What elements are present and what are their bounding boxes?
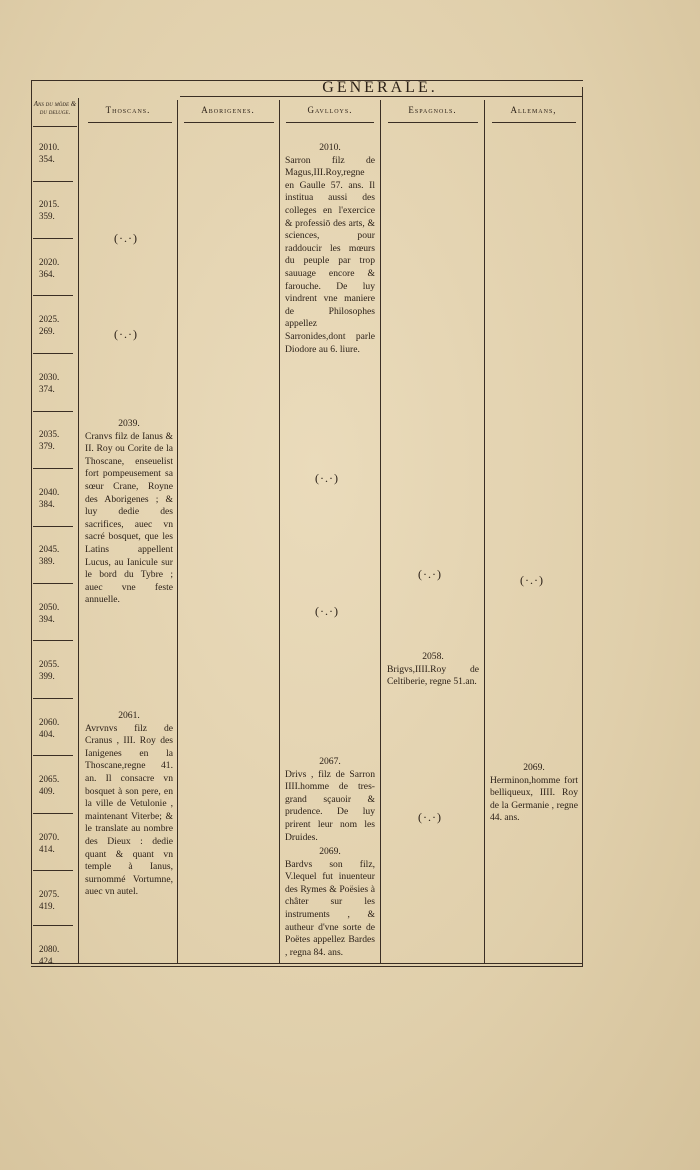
entry-brigus xyxy=(387,651,479,689)
year-cell: 2080. 424. xyxy=(39,944,60,966)
entry-druis xyxy=(285,756,375,844)
year-rule xyxy=(33,353,73,354)
entry-bardus xyxy=(285,846,375,959)
head-rule-allemans xyxy=(492,122,576,123)
col-head-gaulloys: Gavlloys. xyxy=(307,105,353,115)
frame-right xyxy=(582,87,583,966)
head-rule-aborigenes xyxy=(184,122,274,123)
entry-text: Cranvs filz de Ianus & II. Roy ou Corite de la Thoscane, enseuelist fort pompeusement sa sœur Crane, Royne des Aborigenes ; & luy dedie des sacrifices, auec vn sacré bosquet, que les Latins appellent Lucus, au Ianicule sur le bord du Tybre ; auec vne feste annuelle. xyxy=(85,430,173,606)
divider-thoscans xyxy=(177,100,178,964)
asterism: (·.·) xyxy=(315,471,339,485)
year-cell: 2010. 354. xyxy=(39,142,60,164)
year-cell: 2060. 404. xyxy=(39,717,60,739)
year-rule xyxy=(33,238,73,239)
year-rule xyxy=(33,468,73,469)
year-rule xyxy=(33,583,73,584)
frame-bottom xyxy=(31,963,583,964)
year-rule xyxy=(33,526,73,527)
entry-date: 2039. xyxy=(118,418,140,429)
col-head-thoscans: Thoscans. xyxy=(105,105,151,115)
asterism: (·.·) xyxy=(114,231,138,245)
head-rule-years xyxy=(33,126,77,127)
year-cell: 2075. 419. xyxy=(39,889,60,911)
year-cell: 2025. 269. xyxy=(39,314,60,336)
year-cell: 2035. 379. xyxy=(39,429,60,451)
page-title: GENERALE. xyxy=(322,79,438,96)
entry-date: 2069. xyxy=(319,846,341,857)
asterism: (·.·) xyxy=(520,573,544,587)
year-cell: 2015. 359. xyxy=(39,199,60,221)
year-cell: 2020. 364. xyxy=(39,257,60,279)
year-rule xyxy=(33,755,73,756)
asterism: (·.·) xyxy=(418,567,442,581)
divider-aborigenes xyxy=(279,100,280,964)
year-cell: 2055. 399. xyxy=(39,659,60,681)
year-cell: 2040. 384. xyxy=(39,487,60,509)
entry-date: 2010. xyxy=(319,142,341,153)
entry-date: 2069. xyxy=(523,762,545,773)
year-rule xyxy=(33,640,73,641)
entry-text: Herminon,homme fort belliqueux, IIII. Roy de la Germanie , regne 44. ans. xyxy=(490,774,578,824)
entry-text: Bardvs son filz, V.lequel fut inuenteur des Rymes & Poësies à châter sur les instruments , & autheur d'vne sorte de Poëtes appellez Bardes , regna 84. ans. xyxy=(285,858,375,958)
entry-date: 2058. xyxy=(422,651,444,662)
divider-espagnols xyxy=(484,100,485,964)
head-rule-gaulloys xyxy=(286,122,374,123)
year-rule xyxy=(33,295,73,296)
entry-text: Brigvs,IIII.Roy de Celtiberie, regne 51.an. xyxy=(387,663,479,688)
year-rule xyxy=(33,870,73,871)
entry-cranus xyxy=(85,418,173,607)
entry-date: 2061. xyxy=(118,710,140,721)
year-rule xyxy=(33,698,73,699)
frame-left xyxy=(31,80,32,964)
year-cell: 2045. 389. xyxy=(39,544,60,566)
asterism: (·.·) xyxy=(114,327,138,341)
year-cell: 2065. 409. xyxy=(39,774,60,796)
entry-text: Drivs , filz de Sarron IIII.homme de tres-grand sçauoir & prudence. De luy prirent leur nom les Druides. xyxy=(285,768,375,843)
col-head-aborigenes: Aborigenes. xyxy=(201,105,255,115)
col-head-allemans: Allemans, xyxy=(510,105,557,115)
year-cell: 2030. 374. xyxy=(39,372,60,394)
entry-text: Avrvnvs filz de Cranus , III. Roy des Ianigenes en la Thoscane,regne 41. an. Il consacre vn bosquet à son pere, en la ville de Vetulonie , maintenant Viterbe; & le translate au nombre des Dieux : dedie quant & quant vn temple à Ianus, surnommé Vortumne, auec vn autel. xyxy=(85,722,173,898)
head-rule-thoscans xyxy=(88,122,172,123)
year-rule xyxy=(33,411,73,412)
head-rule-espagnols xyxy=(388,122,478,123)
asterism: (·.·) xyxy=(418,810,442,824)
entry-text: Sarron filz de Magus,III.Roy,regne en Gaulle 57. ans. Il institua aussi des colleges en l'exercice & professiō des arts, & sciences, pour raddoucir les mœurs du peuple par trop sauuage encore & farouche. De luy vindrent vne maniere de Philosophes appellez Sarronides,dont parle Diodore au 6. liure. xyxy=(285,154,375,355)
year-rule xyxy=(33,813,73,814)
col-head-years: Ans du mōde & du deluge. xyxy=(33,100,77,116)
year-cell: 2070. 414. xyxy=(39,832,60,854)
col-head-espagnols: Espagnols. xyxy=(408,105,457,115)
year-rule xyxy=(33,181,73,182)
entry-auruns xyxy=(85,710,173,899)
year-cell: 2050. 394. xyxy=(39,602,60,624)
entry-herminon xyxy=(490,762,578,825)
year-rule xyxy=(33,925,73,926)
entry-date: 2067. xyxy=(319,756,341,767)
asterism: (·.·) xyxy=(315,604,339,618)
frame-bottom-2 xyxy=(31,966,583,967)
entry-sarron xyxy=(285,142,375,356)
divider-gaulloys xyxy=(380,100,381,964)
